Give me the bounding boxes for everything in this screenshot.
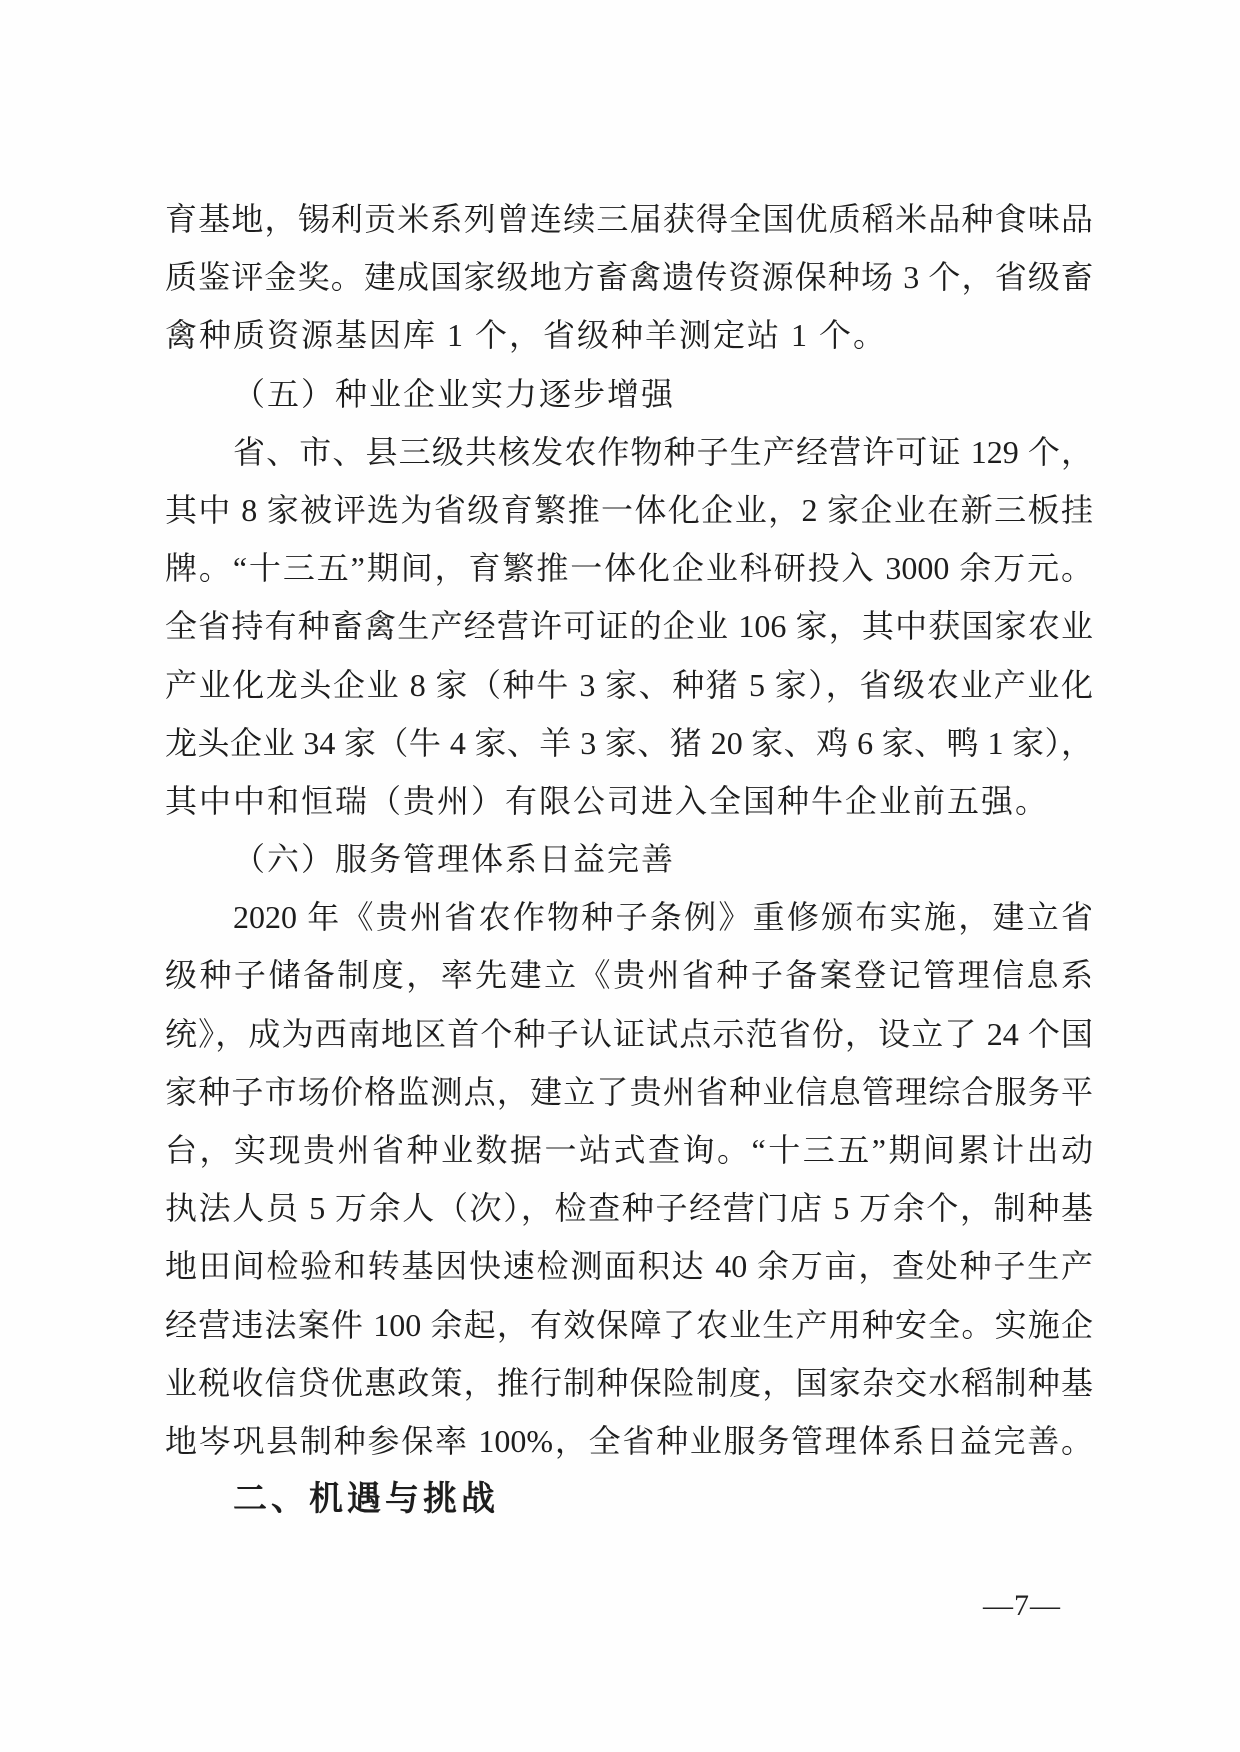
body-line: 牌。“十三五”期间，育繁推一体化企业科研投入 3000 余万元。: [165, 550, 1093, 587]
document-text-block: [165, 190, 1093, 1528]
section-heading-5: （五）种业企业实力逐步增强: [233, 375, 676, 412]
body-line: 育基地，锡利贡米系列曾连续三届获得全国优质稻米品种食味品: [165, 201, 1093, 237]
body-line: 地岑巩县制种参保率 100%，全省种业服务管理体系日益完善。: [165, 1422, 1093, 1459]
body-line: 台，实现贵州省种业数据一站式查询。“十三五”期间累计出动: [165, 1132, 1093, 1168]
body-line: 经营违法案件 100 余起，有效保障了农业生产用种安全。实施企: [165, 1306, 1093, 1343]
body-line: 地田间检验和转基因快速检测面积达 40 余万亩，查处种子生产: [165, 1248, 1093, 1285]
body-line: 禽种质资源基因库 1 个，省级种羊测定站 1 个。: [165, 317, 888, 354]
body-line: 龙头企业 34 家（牛 4 家、羊 3 家、猪 20 家、鸡 6 家、鸭 1 家），: [165, 724, 1093, 761]
body-line: 其中 8 家被评选为省级育繁推一体化企业，2 家企业在新三板挂: [165, 491, 1093, 528]
section-heading-6: （六）服务管理体系日益完善: [233, 841, 676, 878]
body-line: 全省持有种畜禽生产经营许可证的企业 106 家，其中获国家农业: [165, 608, 1093, 645]
body-line: 家种子市场价格监测点，建立了贵州省种业信息管理综合服务平: [165, 1073, 1093, 1110]
chapter-heading-2: 二、机遇与挑战: [233, 1480, 499, 1519]
body-line: 统》，成为西南地区首个种子认证试点示范省份，设立了 24 个国: [165, 1015, 1093, 1052]
body-line: 产业化龙头企业 8 家（种牛 3 家、种猪 5 家），省级农业产业化: [165, 666, 1093, 703]
body-line: 执法人员 5 万余人（次），检查种子经营门店 5 万余个，制种基: [165, 1190, 1093, 1227]
body-line: 质鉴评金奖。建成国家级地方畜禽遗传资源保种场 3 个，省级畜: [165, 259, 1093, 296]
body-line: 省、市、县三级共核发农作物种子生产经营许可证 129 个，: [233, 433, 1093, 470]
page-number: —7—: [983, 1589, 1061, 1622]
body-line: 2020 年《贵州省农作物种子条例》重修颁布实施，建立省: [233, 899, 1093, 936]
body-line: 其中中和恒瑞（贵州）有限公司进入全国种牛企业前五强。: [165, 782, 1050, 819]
body-line: 级种子储备制度，率先建立《贵州省种子备案登记管理信息系: [165, 957, 1093, 994]
body-line: 业税收信贷优惠政策，推行制种保险制度，国家杂交水稻制种基: [165, 1364, 1093, 1401]
